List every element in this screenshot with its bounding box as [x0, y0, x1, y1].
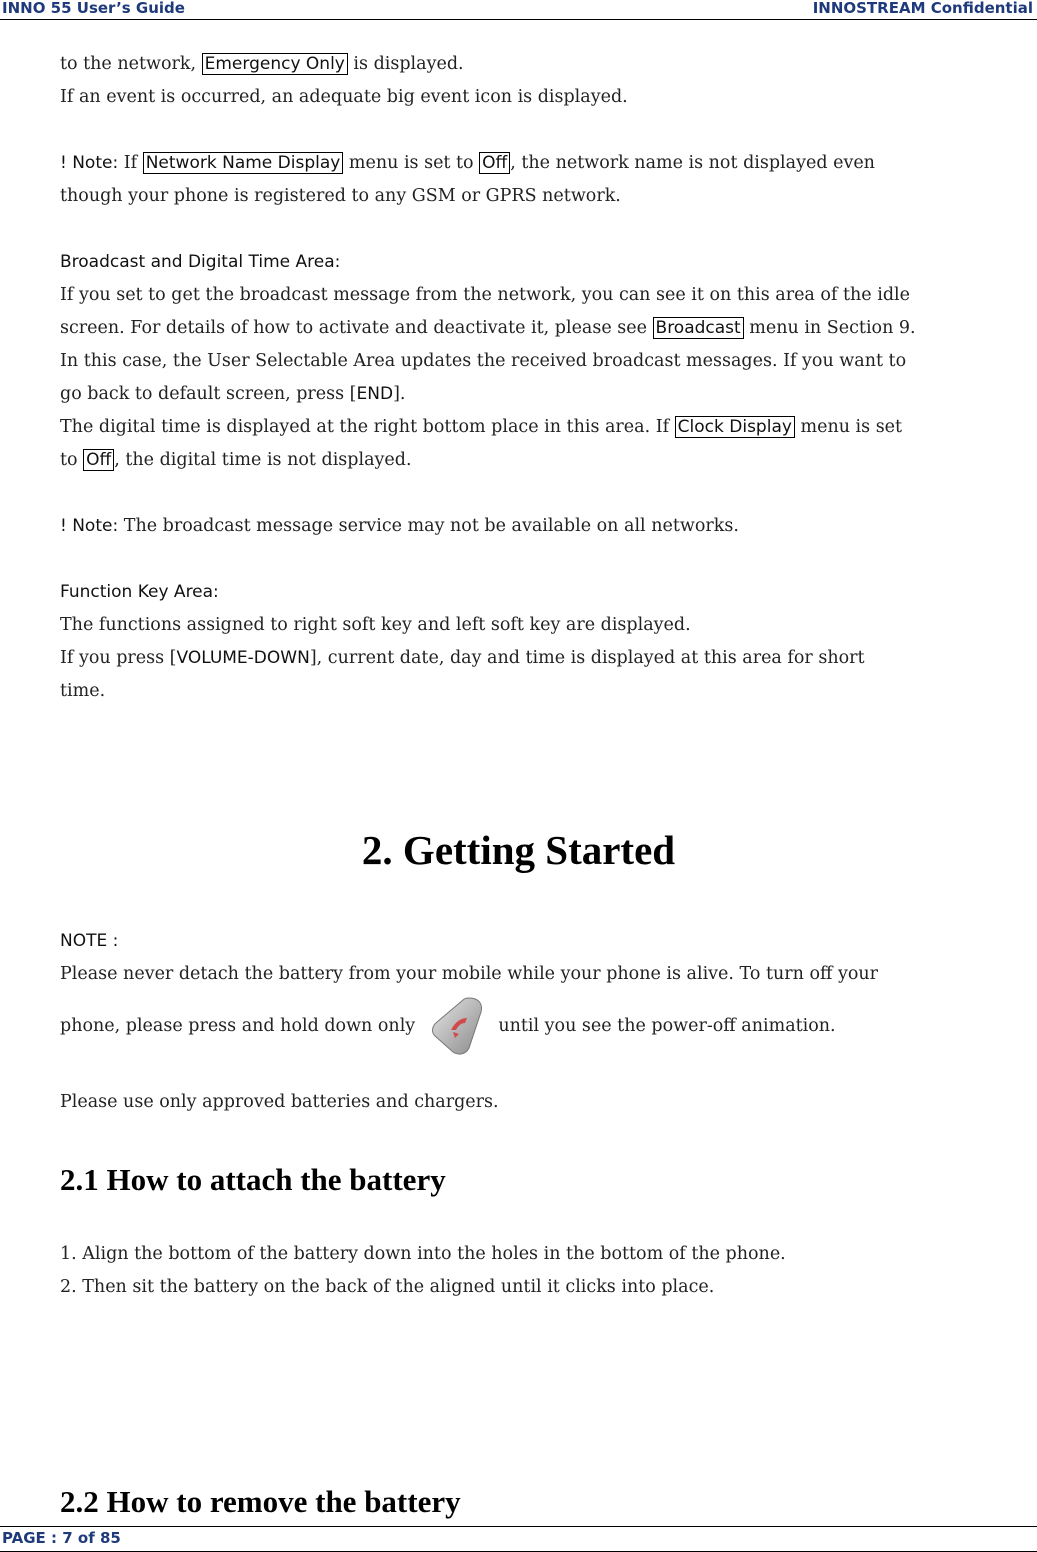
broadcast-line-5: The digital time is displayed at the right bottom place in this area. If Clock Display menu is set [60, 417, 903, 437]
end-key-icon [429, 996, 485, 1058]
function-key-line-3: time. [60, 681, 106, 701]
broadcast-line-6: to Off , the digital time is not displayed. [60, 450, 412, 470]
broadcast-line-3: In this case, the User Selectable Area updates the received broadcast messages. If you want to [60, 351, 907, 371]
network-name-display-term: Network Name Display [143, 152, 344, 174]
section-2-2-title: 2.2 How to remove the battery [60, 1484, 461, 1519]
note-label: ! Note: [60, 153, 119, 173]
page-number: PAGE : 7 of 85 [2, 1529, 121, 1547]
emergency-only-term: Emergency Only [202, 53, 348, 75]
note-text-1: Please never detach the battery from your mobile while your phone is alive. To turn off your [60, 964, 879, 984]
end-key-label: END [356, 384, 394, 404]
volume-down-key-label: VOLUME-DOWN [176, 648, 310, 668]
section-2-title: 2. Getting Started [361, 827, 676, 873]
body-text [60, 48, 1035, 708]
section-2-1-title: 2.1 How to attach the battery [60, 1162, 446, 1197]
note-heading: NOTE : [60, 931, 119, 951]
note-text-2: phone, please press and hold down only until you see the power-off animation. [60, 995, 836, 1058]
note-1-line-2: though your phone is registered to any GSM or GPRS network. [60, 186, 621, 206]
header-right: INNOSTREAM Confidential [812, 0, 1033, 17]
function-key-line-1: The functions assigned to right soft key and left soft key are displayed. [60, 615, 691, 635]
broadcast-line-4: go back to default screen, press [END]. [60, 384, 406, 404]
intro-line-1: to the network, Emergency Only is displayed. [60, 54, 464, 74]
broadcast-term: Broadcast [653, 317, 744, 339]
broadcast-line-1: If you set to get the broadcast message from the network, you can see it on this area of the idle [60, 285, 910, 305]
attach-step-2: 2. Then sit the battery on the back of the aligned until it clicks into place. [60, 1277, 715, 1297]
off-term: Off [479, 152, 510, 174]
broadcast-heading: Broadcast and Digital Time Area: [60, 252, 341, 272]
page-header [0, 0, 1037, 20]
attach-step-1: 1. Align the bottom of the battery down into the holes in the bottom of the phone. [60, 1244, 786, 1264]
off-term-2: Off [83, 449, 114, 471]
note-text-3: Please use only approved batteries and chargers. [60, 1092, 499, 1112]
function-key-line-2: If you press [VOLUME-DOWN], current date, day and time is displayed at this area for short [60, 648, 865, 668]
broadcast-line-2: screen. For details of how to activate and deactivate it, please see Broadcast menu in Section 9. [60, 318, 916, 338]
page-footer [0, 1526, 1037, 1552]
function-key-heading: Function Key Area: [60, 582, 219, 602]
note-1-line-1: ! Note: If Network Name Display menu is set to Off , the network name is not displayed even [60, 153, 875, 173]
note-2: ! Note: The broadcast message service may not be available on all networks. [60, 516, 739, 536]
header-left: INNO 55 User’s Guide [2, 0, 185, 17]
clock-display-term: Clock Display [675, 416, 795, 438]
intro-line-2: If an event is occurred, an adequate big event icon is displayed. [60, 87, 628, 107]
